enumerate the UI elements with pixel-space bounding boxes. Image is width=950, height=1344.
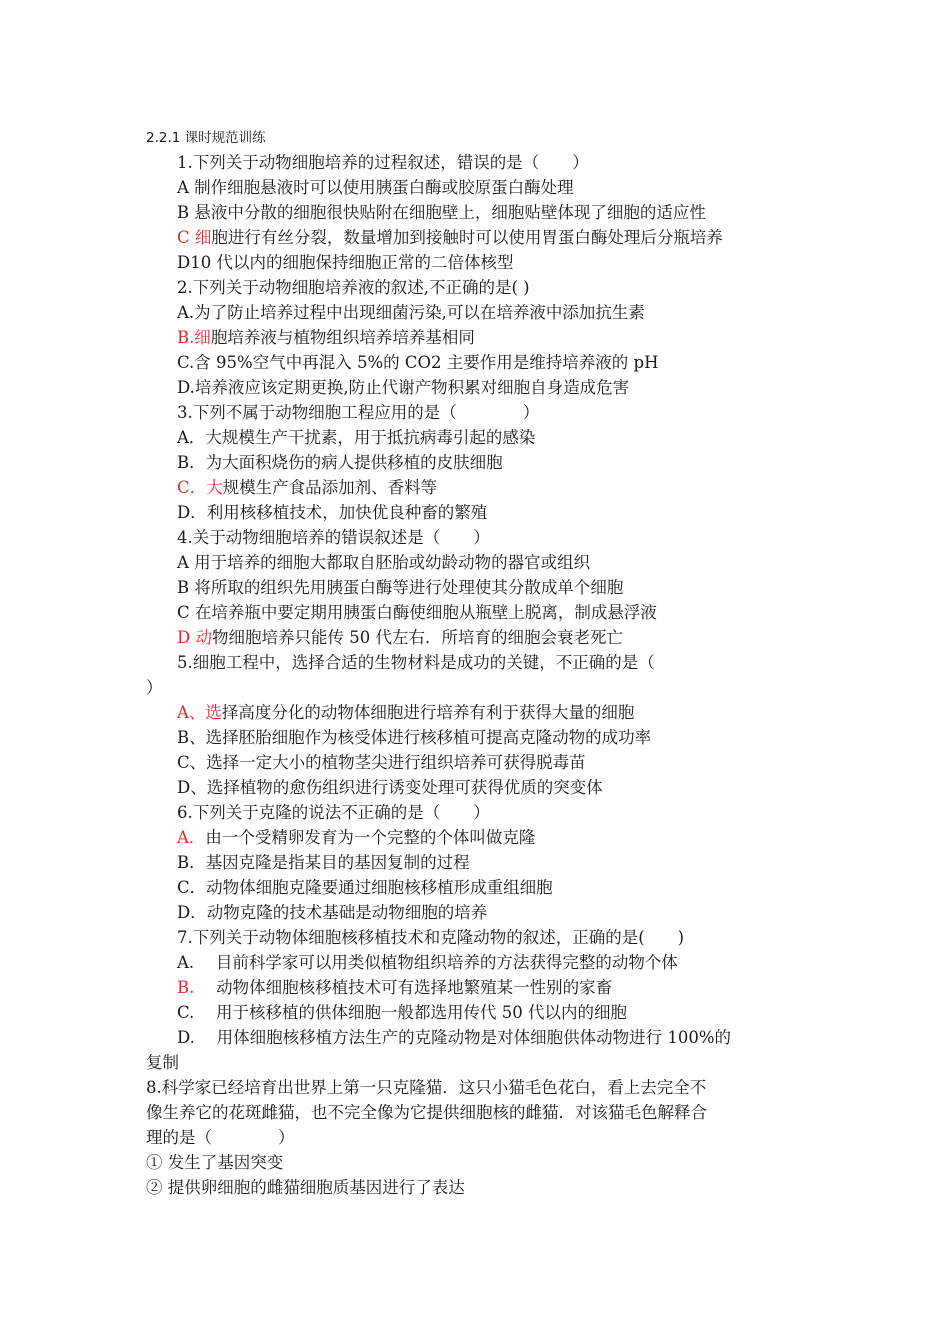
line-text: ② 提供卵细胞的雌猫细胞质基因进行了表达 — [146, 1178, 465, 1197]
text-line — [146, 250, 826, 275]
line-text: C. 用于核移植的供体细胞一般都选用传代 50 代以内的细胞 — [177, 1003, 628, 1022]
highlighted-answer-text: B.细 — [177, 328, 211, 347]
text-line — [146, 950, 826, 975]
text-line — [146, 825, 826, 850]
line-text: 7.下列关于动物体细胞核移植技术和克隆动物的叙述，正确的是( ) — [177, 928, 685, 947]
line-text: 胞培养液与植物组织培养培养基相同 — [210, 328, 475, 347]
line-text: 6.下列关于克隆的说法不正确的是（ ） — [177, 803, 490, 822]
line-text: 3.下列不属于动物细胞工程应用的是（ ） — [177, 403, 540, 422]
text-line — [146, 900, 826, 925]
line-text: A．大规模生产干扰素，用于抵抗病毒引起的感染 — [177, 428, 536, 447]
highlighted-answer-text: A、选 — [177, 703, 222, 722]
line-text: D10 代以内的细胞保持细胞正常的二倍体核型 — [177, 253, 514, 272]
line-text: 规模生产食品添加剂、香料等 — [222, 478, 438, 497]
line-text: B 悬液中分散的细胞很快贴附在细胞壁上，细胞贴壁体现了细胞的适应性 — [177, 203, 706, 222]
line-text: C 在培养瓶中要定期用胰蛋白酶使细胞从瓶壁上脱离，制成悬浮液 — [177, 603, 657, 622]
line-text: D. 用体细胞核移植方法生产的克隆动物是对体细胞供体动物进行 100%的 — [177, 1028, 732, 1047]
text-line — [146, 1075, 826, 1100]
line-text: A.为了防止培养过程中出现细菌污染,可以在培养液中添加抗生素 — [177, 303, 645, 322]
text-line — [146, 575, 826, 600]
highlighted-answer-text: C．大 — [177, 478, 223, 497]
text-line — [146, 675, 826, 700]
line-text: C、选择一定大小的植物茎尖进行组织培养可获得脱毒苗 — [177, 753, 586, 772]
text-line — [146, 1025, 826, 1050]
line-text: B、选择胚胎细胞作为核受体进行核移植可提高克隆动物的成功率 — [177, 728, 652, 747]
text-line — [146, 225, 826, 250]
line-text: ） — [146, 678, 163, 697]
line-text: ① 发生了基因突变 — [146, 1153, 284, 1172]
text-line — [146, 725, 826, 750]
line-text: C．动物体细胞克隆要通过细胞核移植形成重组细胞 — [177, 878, 553, 897]
text-line — [146, 325, 826, 350]
text-line — [146, 350, 826, 375]
line-text: 由一个受精卵发育为一个完整的个体叫做克隆 — [205, 828, 536, 847]
highlighted-answer-text: D 动 — [177, 628, 212, 647]
text-line — [146, 800, 826, 825]
line-text: B．基因克隆是指某目的基因复制的过程 — [177, 853, 470, 872]
text-line — [146, 875, 826, 900]
line-text: A. 目前科学家可以用类似植物组织培养的方法获得完整的动物个体 — [177, 953, 678, 972]
text-line — [146, 750, 826, 775]
line-text: 物细胞培养只能传 50 代左右．所培育的细胞会衰老死亡 — [211, 628, 623, 647]
text-line — [146, 600, 826, 625]
text-line — [146, 1175, 826, 1200]
text-line — [146, 150, 826, 175]
line-text: B 将所取的组织先用胰蛋白酶等进行处理使其分散成单个细胞 — [177, 578, 624, 597]
text-line — [146, 1050, 826, 1075]
line-text: C.含 95%空气中再混入 5%的 CO2 主要作用是维持培养液的 pH — [177, 353, 659, 372]
text-line — [146, 975, 826, 1000]
text-line — [146, 525, 826, 550]
text-line — [146, 175, 826, 200]
text-line — [146, 400, 826, 425]
line-text: 2.下列关于动物细胞培养液的叙述,不正确的是( ) — [177, 278, 530, 297]
text-line — [146, 700, 826, 725]
text-line — [146, 375, 826, 400]
text-line — [146, 450, 826, 475]
text-line — [146, 1150, 826, 1175]
line-text: 4.关于动物细胞培养的错误叙述是（ ） — [177, 528, 490, 547]
text-line — [146, 775, 826, 800]
line-text: D、选择植物的愈伤组织进行诱变处理可获得优质的突变体 — [177, 778, 603, 797]
text-line — [146, 300, 826, 325]
text-line — [146, 550, 826, 575]
text-line — [146, 625, 826, 650]
line-text: D．动物克隆的技术基础是动物细胞的培养 — [177, 903, 488, 922]
text-line — [146, 925, 826, 950]
text-line — [146, 1100, 826, 1125]
highlighted-answer-text: A． — [177, 828, 206, 847]
line-text: 8.科学家已经培育出世界上第一只克隆猫．这只小猫毛色花白，看上去完全不 — [146, 1078, 707, 1097]
document-title: 2.2.1 课时规范训练 — [146, 130, 266, 146]
text-line — [146, 1000, 826, 1025]
line-text: 理的是（ ） — [146, 1128, 295, 1147]
text-line — [146, 500, 826, 525]
text-line — [146, 650, 826, 675]
line-text: 1.下列关于动物细胞培养的过程叙述，错误的是（ ） — [177, 153, 589, 172]
document-body — [146, 150, 826, 1200]
line-text: D．利用核移植技术，加快优良种畜的繁殖 — [177, 503, 488, 522]
line-text: 像生养它的花斑雌猫，也不完全像为它提供细胞核的雌猫．对该猫毛色解释合 — [146, 1103, 707, 1122]
highlighted-answer-text: B. — [177, 978, 195, 997]
highlighted-answer-text: C 细 — [177, 228, 212, 247]
text-line — [146, 475, 826, 500]
line-text: A 制作细胞悬液时可以使用胰蛋白酶或胶原蛋白酶处理 — [177, 178, 574, 197]
text-line — [146, 1125, 826, 1150]
text-line — [146, 200, 826, 225]
line-text: 5.细胞工程中，选择合适的生物材料是成功的关键，不正确的是（ — [177, 653, 655, 672]
line-text: B．为大面积烧伤的病人提供移植的皮肤细胞 — [177, 453, 503, 472]
line-text: 胞进行有丝分裂，数量增加到接触时可以使用胃蛋白酶处理后分瓶培养 — [211, 228, 723, 247]
line-text: D.培养液应该定期更换,防止代谢产物积累对细胞自身造成危害 — [177, 378, 630, 397]
line-text: 复制 — [146, 1053, 179, 1072]
text-line — [146, 425, 826, 450]
line-text: 动物体细胞核移植技术可有选择地繁殖某一性别的家畜 — [194, 978, 613, 997]
text-line — [146, 850, 826, 875]
line-text: A 用于培养的细胞大都取自胚胎或幼龄动物的器官或组织 — [177, 553, 591, 572]
line-text: 择高度分化的动物体细胞进行培养有利于获得大量的细胞 — [221, 703, 635, 722]
text-line — [146, 275, 826, 300]
